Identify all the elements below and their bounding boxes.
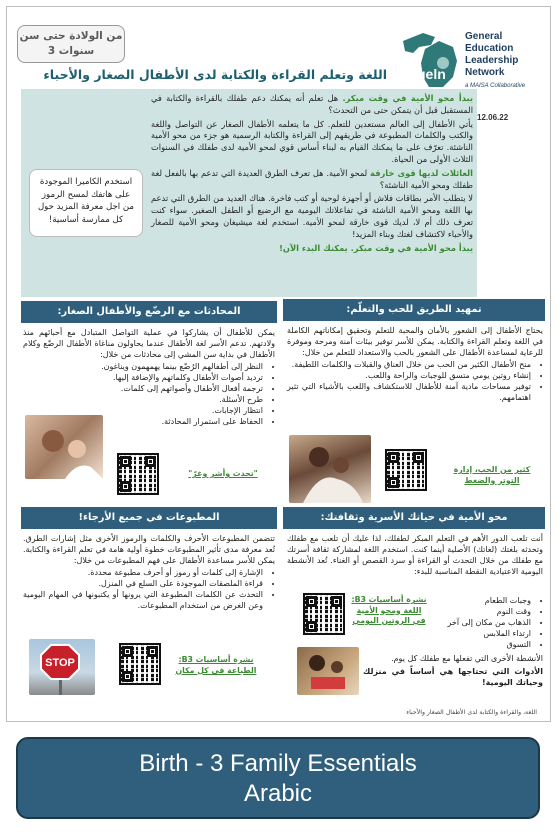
section-family-last-item — [363, 653, 543, 688]
list-item: • ارتداء الملابس — [427, 628, 531, 639]
intro-panel — [21, 89, 477, 297]
intro-paragraph-2: يأتي الأطفال إلى العالم مستعدين للتعلم. كل ما يتعلمه الأطفال الصغار عن التواصل واللغة والكتب والكلمات المطبوعة في طريقهم إلى القراءة والكتابة الرسمية هو جزء من محو الأمية الناشئة. تعرّف على ما يمكنك القيام به لبناء أساس قوي لمحو الأمية لدى طفلك في السنوات الثلاث الأولى من الحياة. — [151, 118, 473, 164]
section-convo-link[interactable]: "تحدث وأشر وغرّ" — [188, 469, 258, 478]
banner-line2: Arabic — [243, 780, 313, 807]
section-convo-body — [23, 327, 275, 427]
page-title: اللغة وتعلم القراءة والكتابة لدى الأطفال الصغار والأحباء — [43, 67, 387, 82]
parent-child-hug-photo — [289, 435, 371, 503]
intro-text — [151, 93, 473, 256]
list-item: • إنشاء روتين يومي متسق للوجبات والراحة واللعب. — [287, 370, 531, 381]
list-item: • قراءة الملصقات الموجودة على السلع في المنزل. — [23, 578, 263, 589]
list-item: • النظر إلى أطفالهم الرُضّع بينما يهمهمون ويناغون. — [23, 361, 263, 372]
family-photo-icon — [289, 435, 371, 503]
logo-line1: General — [465, 31, 503, 42]
stop-sign-photo — [29, 639, 95, 695]
list-item: • التحدث عن الكلمات المطبوعة التي يرونها أو يكتبونها في المهام اليومية وعن الغرض من استخدام المطبوعات. — [23, 589, 263, 611]
list-item: • التسوق — [427, 639, 531, 650]
list-item: • انتظار الإجابات. — [23, 405, 263, 416]
intro-lead: يبدأ محو الأمية في وقت مبكر. — [342, 93, 473, 103]
banner-line1: Birth - 3 Family Essentials — [139, 750, 417, 777]
section-print-body — [23, 533, 275, 611]
section-family-link[interactable]: نشرة أساسيات B3: اللغة ومحو الأمية في الروتين اليومي — [351, 595, 427, 625]
qr-code-convo[interactable] — [117, 453, 159, 495]
stop-sign-icon — [29, 639, 95, 695]
logo-tagline: a MAISA Collaborative — [465, 83, 526, 89]
list-item: • منح الأطفال الكثير من الحب من خلال العناق والقبلات والكلمات اللطيفة. — [287, 359, 531, 370]
list-item: • ترجمة أفعال الأطفال وأصواتهم إلى كلمات. — [23, 383, 263, 394]
stop-sign-text: STOP — [45, 657, 75, 669]
list-item: الأنشطة الأخرى التي تفعلها مع طفلك كل يوم. — [391, 654, 543, 663]
logo-line4: Network — [465, 67, 505, 78]
list-item: • وجبات الطعام — [427, 595, 531, 606]
intro-paragraph-4: لا يتطلب الأمر بطاقات فلاش أو أجهزة لوحية أو كتب فاخرة. هناك العديد من الطرق التي تدعم بها اللغة ومحو الأمية الناشئة في تفاعلاتك اليومية مع الرضيع أو الطفل الصغير. سواء كنت تعرف ذلك أم لا، لديك قوى خارقة لمحو الأمية. استخدم لغة ميشيغان ومحو الأمية للصغار والأحباء لاكتشاف لغتك وبناء المزيد! — [151, 193, 473, 239]
title-banner — [16, 737, 540, 819]
list-item: • وقت النوم — [427, 606, 531, 617]
logo-mark: geln — [417, 66, 446, 82]
parent-talking-to-baby-photo — [25, 415, 103, 479]
qr-callout: استخدم الكاميرا الموجودة على هاتفك لمسح الرموز من اجل معرفة المزيد حول كل ممارسة أساسية! — [29, 169, 143, 237]
section-family-heading: محو الأمية في حياتك الأسرية وثقافتك: — [283, 507, 545, 529]
qr-code-love[interactable] — [385, 449, 427, 491]
section-convo-intro: يمكن للأطفال أن يشاركوا في عملية التواصل المتبادل مع أحبائهم منذ ولادتهم. تدعم الأسر لغة الأطفال عندما يحاولون مناغاة الأطفال الرضّع وكلام الأطفال في بداية سن المشي إلى محادثات من خلال: — [23, 328, 275, 359]
section-love-body — [287, 325, 543, 403]
section-family-body — [287, 533, 543, 577]
age-badge-line2: 3 سنوات — [47, 45, 95, 57]
flyer-page — [6, 6, 551, 722]
section-family-intro: أنت تلعب الدور الأهم في التعلم المبكر لطفلك، لذا عليك أن تلعب مع طفلك وتحدثه بلغتك (لغاتك) الأصلية أينما كنت. استخدم اللغة لمشاركة ثقافة أسرتك مع طفلك من خلال التحدث أو القراءة أو سرد القصص أو الغناء. تُعد الأنشطة اليومية الاعتيادية النقطة المناسبة للبدء: — [287, 534, 543, 576]
list-item: • الإشارة إلى كلمات أو رموز أو أحرف مطبوعة محددة. — [23, 567, 263, 578]
section-print-list — [23, 567, 275, 611]
section-love-heading: تمهيد الطريق للحب والتعلّم: — [283, 299, 545, 321]
reading-photo-icon — [297, 647, 359, 695]
age-badge — [17, 25, 125, 63]
intro-superpower-rest: لمحو الأمية. هل تعرف الطرق العديدة التي تدعم بها بالفعل لغة طفلك ومحو الأمية الناشئة؟ — [151, 167, 473, 190]
section-love-list — [287, 359, 543, 403]
intro-closing: يبدأ محو الأمية في وقت مبكر. يمكنك البدء الآن! — [279, 242, 473, 253]
qr-code-family[interactable] — [303, 593, 345, 635]
section-love-intro: يحتاج الأطفال إلى الشعور بالأمان والمحبة للتعلم وتحقيق إمكاناتهم الكاملة في اللغة وتعلم القراءة والكتابة. يمكن للأسر توفير بيئات آمنة ومرحة وموفرة للرعاية لمساعدة الأطفال على الشعور بالحب والاستعداد للتعلم من خلال: — [287, 326, 543, 357]
list-item: • توفير مساحات مادية آمنة للأطفال للاستكشاف واللعب بالأشياء التي تثير اهتمامهم. — [287, 381, 531, 403]
parent-baby-photo-icon — [25, 415, 103, 479]
section-family-question: الأدوات التي تحتاجها هي أساساً في منزلك وحياتك اليومية! — [363, 667, 543, 687]
qr-code-print[interactable] — [119, 643, 161, 685]
section-print-intro: تتضمن المطبوعات الأحرف والكلمات والرموز الأخرى مثل إشارات الطرق. تُعد معرفة مدى تأثير المطبوعات خطوة أولية هامة في تعلم القراءة والكتابة. يمكن للأسر مساعدة الأطفال على فهم المطبوعات من خلال: — [23, 534, 275, 565]
family-reading-photo — [297, 647, 359, 695]
logo-line2: Education — [465, 43, 514, 54]
list-item: • ترديد أصوات الأطفال وكلماتهم والإضافة إليها. — [23, 372, 263, 383]
section-convo-heading: المحادثات مع الرضّع والأطفال الصغار: — [21, 301, 277, 323]
age-badge-line1: من الولادة حتى سن — [19, 30, 123, 42]
list-item: • الذهاب من مكان إلى آخر — [427, 617, 531, 628]
michigan-map-icon — [395, 27, 465, 93]
list-item: • طرح الأسئلة. — [23, 394, 263, 405]
logo-line3: Leadership — [465, 55, 519, 66]
logo-text — [465, 31, 547, 79]
section-love-link[interactable]: كثير من الحب، إدارة التوتر والضغط — [453, 465, 531, 485]
section-print-link[interactable]: نشرة أساسيات B3: الطباعة في كل مكان — [175, 655, 257, 675]
intro-lead-rest: هل تعلم أنه يمكنك دعم طفلك بالقراءة والكتابة في المستقبل قبل أن يتمكن حتى من التحدث؟ — [151, 93, 473, 115]
section-print-heading: المطبوعات في جميع الأرجاء! — [21, 507, 277, 529]
list-item: • الحفاظ على استمرار المحادثة. — [23, 416, 263, 427]
page-footer: اللغة، والقراءة والكتابة لدى الأطفال الصغار والأحباء — [406, 709, 537, 716]
section-family-list — [427, 595, 543, 650]
publish-date: 12.06.22 — [477, 113, 509, 122]
intro-superpower-lead: العائلات لديها قوى خارقة — [370, 167, 473, 178]
